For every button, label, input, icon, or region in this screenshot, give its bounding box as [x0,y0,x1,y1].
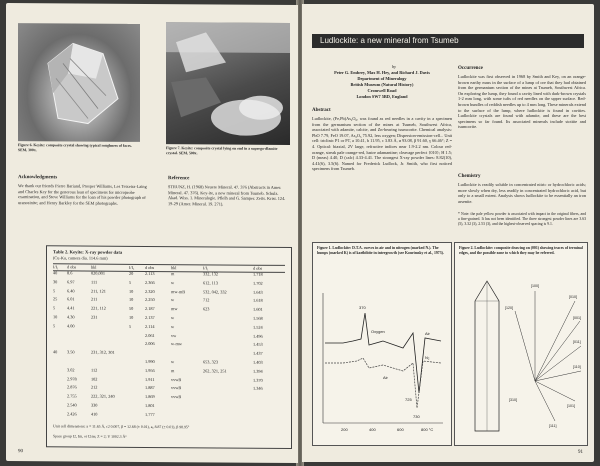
table-cell: 1.801 [145,402,155,409]
zone-label-7: [111] [549,424,557,428]
authors: Peter G. Embrey, Max H. Hey, and Richard J. Davis [334,70,430,75]
table-cell: 5 [53,305,56,311]
table-cell: 6.97 [67,279,75,285]
col-head-3: hkl [91,264,97,270]
ack-heading: Acknowledgments [18,175,58,181]
table-cell: 1.618 [253,298,263,304]
table-cell: 20 [129,270,134,276]
dta-tick-2: 400 [369,427,376,432]
table-cell: 6.40 [67,288,75,294]
ref-text: STRUNZ, H. (1968) Neuere Mineral. 47. 376 (Abstracts in Amer. Mineral. 47. 376). Key-ite, a new mineral from Tsumeb. Schulz. Akad. Wiss. 1. Mineralogie. Pflelh and G. Samper. Zeits. Krist. 124. 19-29 (Amer. Mineral. 19. 271). [168,184,286,207]
right-page-number: 91 [578,450,583,455]
table-cell: 4.30 [67,314,75,320]
col-head-5: d obs [145,264,155,271]
byline-by: by [391,64,397,69]
footnote: * Note: the pale yellow powder is associated with impact in the original fibers, and a fine-grained. It has not been identified. The three strongest powder lines are 3.63 (5), 3.32 (3), 2.53 (3), and the highest-observed spacing is 9.1. [458,212,586,226]
table-cell: 2.978 [67,376,77,382]
zone-label-9: [310] [509,398,517,402]
left-page [6,3,298,463]
table-cell: 2.113 [145,270,155,277]
dta-tick-1: 200 [341,427,348,432]
fig2-caption: Figure 2. Ludlockite: composite drawing on (001) showing traces of terminal edges, and the possible zone to which they may be referred. [459,246,583,255]
zone-label-2: [010] [569,295,577,299]
table-cell: 2.006 [145,341,155,347]
table-cell: 410 [91,411,98,417]
xray-powder-table [46,245,292,449]
table-cell: 5 [129,279,132,285]
table-cell: vvwB [171,394,182,400]
table-cell: 3.50 [67,349,75,355]
dta-label-e: Oxygen [371,329,385,334]
table-cell: 1.956 [145,367,155,373]
table-cell: 212 [91,384,98,391]
table-cell: 1.777 [145,411,155,417]
abstract-heading: Abstract [312,108,331,113]
right-page [302,4,594,462]
zone-label-5: [110] [573,365,581,369]
fig7-caption: Figure 7. Keyite: composite crystal lying on end in a supergo-dlamite crystal. SEM, 500x. [166,146,278,156]
table-cell: 1.453 [253,342,263,348]
table-cell: 112 [91,367,98,373]
table-cell: 1.702 [253,280,263,286]
fig1-dta-box [312,242,452,446]
table-cell: 8.6 [67,270,73,276]
zone-label-3: [001] [573,316,581,320]
table-cell: 1.990 [145,358,155,365]
table-cell: 1.346 [253,386,263,392]
dta-label-f: 730 [413,414,420,419]
table-cell: 1.718 [253,271,263,277]
dta-tick-3: 600 [397,427,404,432]
table-cell: 2.366 [145,279,155,285]
table-cell: 2.250 [145,297,155,303]
table-cell: 1.568 [253,315,263,321]
crystal-drawing [455,271,587,443]
table-cell: 1.403 [253,359,263,365]
dta-label-g: Air [383,375,388,380]
table-row [53,411,285,421]
table-cell: 1.869 [145,394,155,400]
table-cell: 532, 042, 332 [203,288,227,295]
table-cell: 1.496 [253,333,263,339]
table-cell: 4.00 [67,323,75,329]
table-cell: 231, 312, 301 [91,349,115,355]
affiliation-1: Department of Mineralogy [357,76,407,81]
table-cell: 1.394 [253,368,263,374]
fig6-crystal-graphic [18,23,140,142]
col-head-6: hkl [171,265,177,271]
table-cell: 1.524 [253,324,263,330]
table-cell: 211, 121 [91,288,106,294]
table-cell: 3.02 [67,367,75,373]
table-cell: 020,001 [91,270,105,276]
table-cell: mw [171,306,178,312]
table-cell: 1.911 [145,376,155,382]
table-cell: 40 [53,349,58,355]
table-cell: 111 [91,279,98,285]
ref-heading: Reference [168,176,190,182]
table-cell: 40 [53,270,58,276]
table-cell: 1.370 [253,377,263,383]
table-cell: 2.187 [145,306,155,312]
table-cell: 2.755 [67,393,77,399]
fig7-crystal-graphic [166,22,290,145]
table-cell: 332, 132 [203,271,219,277]
affiliation-2: British Museum (Natural History) [350,82,414,87]
table-cell: 211 [91,296,98,303]
table-cell: 10 [53,314,58,320]
fig1-caption: Figure 1. Ludlockite: D.T.A. curves in air and in nitrogen (marked N.). The humps (marked K) is of karibibite in intergrowth (see Kourimsky et al., 1973). [317,246,444,255]
table-cell: 5 [53,323,56,329]
table-cell: w [171,297,175,303]
table-cell: mw-mB [171,288,186,294]
table-cell: 2.426 [67,411,77,417]
table-title: Table 2. Keyite: X-ray powder data [53,249,123,255]
table-cell: 1.643 [253,289,263,295]
table-footer-2: Space group I2, Im, or I2/m; Z = 2; V 1002.3 Å³ [53,434,127,439]
table-cell: 2.540 [67,402,77,408]
table-cell: vw [171,332,177,338]
table-cell: vvwB [171,385,182,391]
table-cell: m [171,367,175,373]
dta-label-d: 725 [405,397,412,402]
left-page-number: 90 [18,449,23,455]
dta-label-a: 370 [359,305,366,310]
fig6-photo [18,23,140,142]
zone-label-1: [100] [531,284,539,288]
table-cell: 2.320 [145,288,155,294]
table-cell: w [171,315,175,321]
zone-label-8: [120] [505,306,513,310]
table-subtitle: (Cu-Ka, camera dia. 114.6 mm) [53,255,108,261]
table-cell: 712 [203,297,210,303]
occurrence-text: Ludlockite was first observed in 1968 by Smith and Key, on an orange-brown earthy mass in the surface of a lump of ore that they had obtained from the germanium section of the mines at Tsumeb, Southwest Africa. On exploring the lump, they found a cavity lined with dark-brown crystals 1-2 mm long, with some tufts of red needles on the upper surface. Red-brown bundles of reddish needles up to 4 mm long. These minerals extend to the surface of the lump, where ludlockite is found in cavities. Ludlockite crystals are found with adamite, and these are the best specimens so far found. Its associated minerals include stottite and tsumcorite. [458,74,586,130]
table-cell: vvwB [171,376,182,382]
chemistry-text: Ludlockite is readily soluble in concentrated nitric or hydrochloric acids; more slowly when dry, less readily in concentrated hydrochloric acid, but only to a small extent. Analysis shows ludlockite to be essentially an iron arsenite. [458,182,586,204]
table-cell: 4.41 [67,305,75,311]
table-cell: 5 [53,287,56,293]
dta-label-b: Air [425,331,430,336]
table-cell: 222, 321, 240 [91,393,115,399]
table-cell: 262, 321, 251 [203,368,227,374]
table-body [53,270,285,422]
dta-label-c: N₂ [425,355,430,360]
table-cell: 6.01 [67,296,75,302]
zone-label-4: [011] [573,340,581,344]
table-cell: 330 [91,402,98,408]
table-cell: 25 [53,296,58,302]
col-head-2: d obs [67,264,77,270]
table-cell: 2.137 [145,314,155,321]
dta-curves [313,273,451,443]
table-cell: 2.876 [67,384,77,390]
zone-label-6: [101] [567,404,575,408]
table-cell: 10 [129,288,134,294]
affiliation-4: London SW7 5BD, England [356,94,408,99]
ack-text: We thank our friends Pierre Bariand, Prosper Williams, Les Teixeira-Laing and Charles Key for the generous loan of specimens for microprobe examination, and Steve Williams for the loan of his powder photograph of uranosinite; and Henry Barkley for the SEM photographs. [18,183,147,206]
fig6-caption: Figure 6. Keyite: composite crystal showing typical roughness of faces. SEM, 300x. [18,143,132,153]
affiliation-3: Cromwell Road [367,88,397,93]
table-cell: w-mw [171,341,182,347]
col-head-1: I/I₁ [53,264,59,270]
table-cell: 30 [53,279,58,285]
table-cell: 1.887 [145,385,155,391]
table-cell: w [171,323,175,329]
table-cell: 5 [129,323,132,329]
table-cell: 221, 112 [91,305,106,311]
table-footer-1: Unit cell dimensions: a = 11.65 Å, c2 0.007, β = 12.68 (± 0.01), a₀ 8.87 (± 0.01), β 98.95° [53,424,190,430]
col-head-7: I/I₁ [203,265,209,271]
table-cell: 2.061 [145,332,155,338]
dta-tick-4: 800 °C [421,427,434,432]
table-cell: w [171,279,175,285]
occurrence-heading: Occurrence [458,66,483,71]
article-title-banner: Ludlockite: a new mineral from Tsumeb [312,34,584,48]
table-cell: 102 [91,376,98,382]
table-cell: w [171,359,175,365]
table-cell: 1.437 [253,350,263,356]
table-cell: 612, 113 [203,280,218,286]
fig2-crystal-box [454,242,588,446]
table-cell: 10 [129,314,134,320]
table-cell: m [171,271,175,277]
table-cell: 623 [203,306,210,312]
table-cell: 1.601 [253,306,263,312]
table-cell: 653, 323 [203,359,219,365]
abstract-text: Ludlockite, (Fe,Pb)As₂O₆, was found as red needles in a cavity in a specimen from the germanium section of the mines at Tsumeb, Southwest Africa, associated with adamite, calcite, and Zn-bearing tsumcorite. Chemical analysis: PbO 7.79, FeO 19.07, As₂O₅ 75.92, less oxygen; Dispersion-emission-cell... Unit cell: triclinic P1 or P1̄, a 10.41, b 11.95, c 3.83 Å, α 93.08, β 91.60, γ 66.46°; Z = 4. Optical: biaxial, 2V large, refractive indices near 1.9-2.2 nm. Colour red-orange, streak pale orange-red, lustre adamantine; cleavage perfect {010}; H 1.5; D (meas) 4.40, D (calc) 4.33-4.41. The strongest X-ray powder lines: 8.82(10), 4.41(6), 3.5(6). Named for Frederick Ludlock, Jr. Smith, who first noticed specimens from Tsumeb. [312,116,452,172]
table-cell: 50 [129,306,134,312]
table-cell: 2.114 [145,323,155,329]
chemistry-heading: Chemistry [458,174,481,179]
fig7-photo [166,22,290,145]
col-head-4: I/I₁ [129,264,135,270]
table-cell: 231 [91,314,98,320]
col-head-8: d obs [253,265,263,271]
table-cell: 10 [129,297,134,303]
